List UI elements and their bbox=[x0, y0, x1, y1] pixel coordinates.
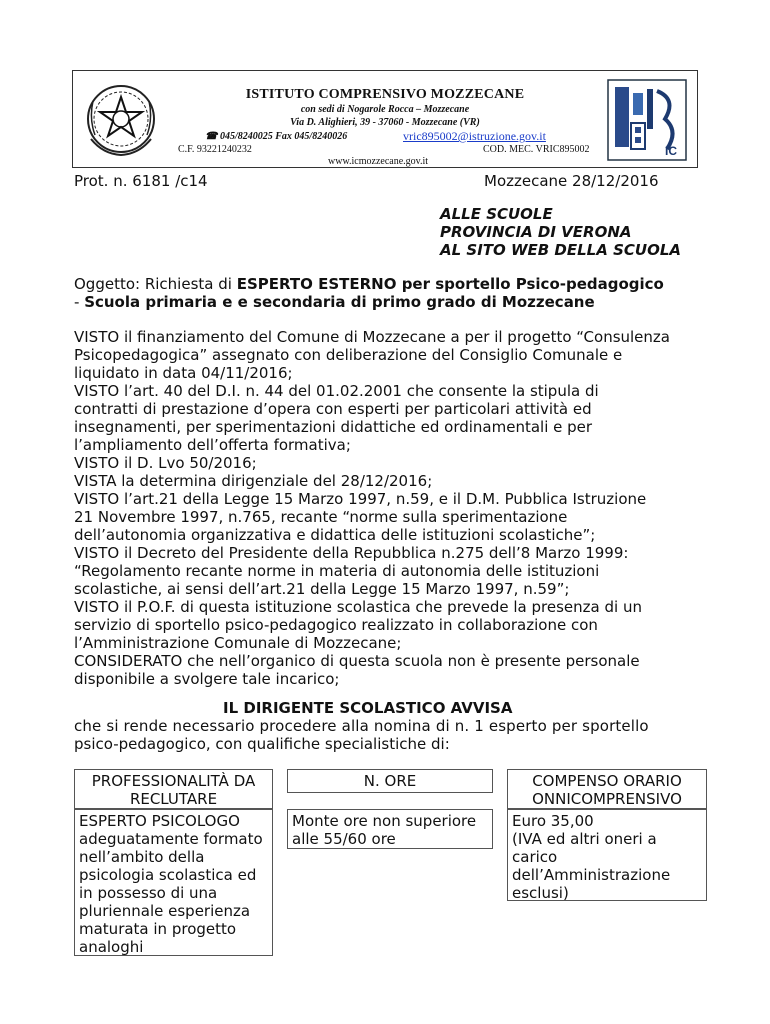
body-line: contratti di prestazione d’opera con esperti per particolari attività ed bbox=[74, 400, 592, 418]
school-logo-icon bbox=[607, 79, 687, 161]
subject-prefix: Oggetto: Richiesta di bbox=[74, 275, 232, 293]
table-cell-professional: ESPERTO PSICOLOGO adeguatamente formato nell’ambito della psicologia scolastica ed in possesso di una pluriennale esperienza maturata in progetto analoghi bbox=[74, 809, 273, 956]
notice-line-1: che si rende necessario procedere alla nomina di n. 1 esperto per sportello bbox=[74, 717, 649, 735]
body-line: scolastiche, ai sensi dell’art.21 della Legge 15 Marzo 1997, n.59”; bbox=[74, 580, 570, 598]
phone-fax-line bbox=[205, 131, 347, 142]
body-line: VISTO il finanziamento del Comune di Mozzecane a per il progetto “Consulenza bbox=[74, 328, 670, 346]
table-header-hours: N. ORE bbox=[287, 769, 493, 793]
subject-school: Scuola primaria e e secondaria di primo grado di Mozzecane bbox=[84, 293, 595, 311]
body-line: “Regolamento recante norme in materia di autonomia delle istituzioni bbox=[74, 562, 600, 580]
body-line: VISTA la determina dirigenziale del 28/12/2016; bbox=[74, 472, 433, 490]
tax-code: C.F. 93221240232 bbox=[178, 144, 252, 155]
recipient-line: ALLE SCUOLE bbox=[440, 205, 553, 223]
body-line: VISTO il D. Lvo 50/2016; bbox=[74, 454, 257, 472]
body-line: dell’autonomia organizzativa e didattica delle istituzioni scolastiche”; bbox=[74, 526, 596, 544]
body-line: liquidato in data 04/11/2016; bbox=[74, 364, 293, 382]
institute-address: Via D. Alighieri, 39 - 37060 - Mozzecane (VR) bbox=[290, 117, 480, 128]
body-line: VISTO il P.O.F. di questa istituzione scolastica che prevede la presenza di un bbox=[74, 598, 642, 616]
table-cell-hours: Monte ore non superiore alle 55/60 ore bbox=[287, 809, 493, 849]
subject-line-1 bbox=[74, 275, 664, 293]
email-line bbox=[403, 129, 546, 144]
letterhead bbox=[72, 70, 698, 168]
table-header-compensation: COMPENSO ORARIO ONNICOMPRENSIVO bbox=[507, 769, 707, 809]
body-line: Psicopedagogica” assegnato con deliberazione del Consiglio Comunale e bbox=[74, 346, 623, 364]
subject-title: ESPERTO ESTERNO per sportello Psico-pedagogico bbox=[236, 275, 664, 293]
recipient-line: PROVINCIA DI VERONA bbox=[440, 223, 632, 241]
svg-text:IC: IC bbox=[665, 144, 677, 158]
body-line: 21 Novembre 1997, n.765, recante “norme sulla sperimentazione bbox=[74, 508, 568, 526]
table-cell-compensation: Euro 35,00 (IVA ed altri oneri a carico dell’Amministrazione esclusi) bbox=[507, 809, 707, 901]
recipient-line: AL SITO WEB DELLA SCUOLA bbox=[440, 241, 681, 259]
body-line: disponibile a svolgere tale incarico; bbox=[74, 670, 340, 688]
institute-seats: con sedi di Nogarole Rocca – Mozzecane bbox=[300, 104, 470, 115]
body-line: VISTO l’art.21 della Legge 15 Marzo 1997, n.59, e il D.M. Pubblica Istruzione bbox=[74, 490, 647, 508]
body-line: insegnamenti, per sperimentazioni didattiche ed ordinamentali e per bbox=[74, 418, 593, 436]
letterhead-text bbox=[173, 87, 597, 129]
email-link[interactable]: vric895002@istruzione.gov.it bbox=[403, 129, 546, 143]
body-line: servizio di sportello psico-pedagogico realizzato in collaborazione con bbox=[74, 616, 598, 634]
institute-name: ISTITUTO COMPRENSIVO MOZZECANE bbox=[245, 87, 525, 102]
body-line: VISTO l’art. 40 del D.I. n. 44 del 01.02.2001 che consente la stipula di bbox=[74, 382, 599, 400]
subject-dash: - bbox=[74, 293, 85, 311]
phone-icon: ☎ bbox=[205, 131, 218, 142]
website[interactable]: www.icmozzecane.gov.it bbox=[328, 156, 429, 167]
body-line: CONSIDERATO che nell’organico di questa scuola non è presente personale bbox=[74, 652, 640, 670]
body-line: l’ampliamento dell’offerta formativa; bbox=[74, 436, 351, 454]
subject-line-2 bbox=[74, 293, 595, 311]
republic-emblem-icon bbox=[83, 79, 159, 159]
phone-fax: 045/8240025 Fax 045/8240026 bbox=[219, 131, 348, 142]
protocol-number: Prot. n. 6181 /c14 bbox=[74, 172, 208, 190]
body-line: VISTO il Decreto del Presidente della Repubblica n.275 dell’8 Marzo 1999: bbox=[74, 544, 629, 562]
mech-code: COD. MEC. VRIC895002 bbox=[483, 144, 590, 155]
notice-line-2: psico-pedagogico, con qualifiche specialistiche di: bbox=[74, 735, 450, 753]
body-line: l’Amministrazione Comunale di Mozzecane; bbox=[74, 634, 402, 652]
place-date: Mozzecane 28/12/2016 bbox=[484, 172, 659, 190]
table-header-professional: PROFESSIONALITÀ DA RECLUTARE bbox=[74, 769, 273, 809]
notice-heading: IL DIRIGENTE SCOLASTICO AVVISA bbox=[223, 699, 513, 717]
